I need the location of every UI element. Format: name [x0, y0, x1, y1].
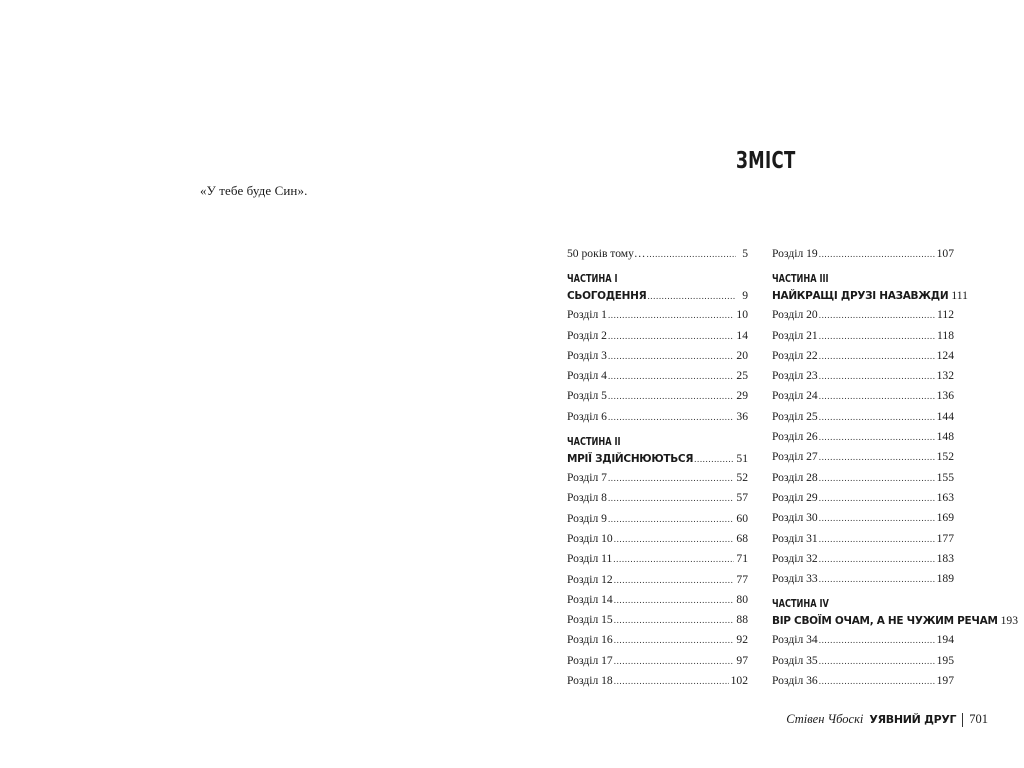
page-footer	[786, 712, 988, 727]
toc-page-number: 92	[736, 633, 748, 647]
toc-entry-name: Розділ 31	[772, 531, 818, 545]
toc-entry[interactable]	[772, 326, 954, 346]
toc-entry-name: Розділ 15	[567, 613, 613, 627]
toc-entry[interactable]	[567, 346, 748, 366]
toc-entry[interactable]	[567, 509, 748, 529]
toc-entry-name: Розділ 35	[772, 653, 818, 667]
footer-page-number: 701	[969, 712, 988, 726]
toc-leader-dots	[819, 305, 935, 325]
toc-entry-name: ВІР СВОЇМ ОЧАМ, А НЕ ЧУЖИМ РЕЧАМ	[772, 615, 998, 628]
toc-entry[interactable]	[772, 366, 954, 386]
toc-leader-dots	[819, 671, 935, 691]
toc-entry[interactable]	[772, 569, 954, 589]
toc-entry-name: Розділ 32	[772, 551, 818, 565]
toc-page-number: 124	[936, 348, 954, 362]
toc-leader-dots	[819, 651, 935, 671]
toc-right-column	[772, 244, 1018, 691]
toc-page-number: 57	[736, 491, 748, 505]
toc-entry-name: Розділ 17	[567, 653, 613, 667]
toc-leader-dots	[819, 244, 935, 264]
toc-page-number: 88	[736, 613, 748, 627]
toc-leader-dots	[694, 450, 734, 468]
toc-leader-dots	[608, 305, 734, 325]
toc-entry[interactable]	[772, 549, 954, 569]
toc-entry[interactable]	[567, 570, 748, 590]
toc-entry-name: Розділ 26	[772, 430, 818, 444]
toc-entry-name: Розділ 24	[772, 389, 818, 403]
toc-entry[interactable]	[567, 244, 748, 264]
toc-page-number: 80	[736, 592, 748, 606]
toc-page-number: 77	[736, 572, 748, 586]
toc-entry[interactable]	[567, 305, 748, 325]
toc-leader-dots	[608, 509, 734, 529]
toc-part-entry[interactable]	[772, 612, 1018, 630]
toc-leader-dots	[819, 508, 935, 528]
toc-entry-name: Розділ 19	[772, 247, 818, 260]
toc-entry[interactable]	[567, 630, 748, 650]
toc-entry[interactable]	[567, 651, 748, 671]
toc-leader-dots	[614, 610, 735, 630]
toc-entry[interactable]	[567, 366, 748, 386]
toc-page-number: 60	[736, 511, 748, 525]
toc-entry-name: Розділ 18	[567, 674, 613, 688]
footer-author: Стівен Чбоскі	[786, 712, 864, 726]
toc-entry-name: Розділ 23	[772, 369, 818, 383]
toc-entry-name: Розділ 30	[772, 511, 818, 525]
toc-entry[interactable]	[567, 529, 748, 549]
toc-page-number: 144	[936, 409, 954, 423]
toc-page-number: 163	[936, 490, 954, 504]
toc-entry-name: Розділ 5	[567, 389, 607, 403]
toc-leader-dots	[608, 468, 734, 488]
toc-leader-dots	[819, 407, 935, 427]
toc-entry-name: Розділ 4	[567, 369, 607, 383]
toc-entry[interactable]	[772, 244, 954, 264]
toc-part-label: ЧАСТИНА IV	[772, 598, 829, 611]
toc-leader-dots	[819, 386, 935, 406]
toc-leader-dots	[819, 346, 935, 366]
toc-leader-dots	[819, 488, 935, 508]
toc-part-label: ЧАСТИНА ІІ	[567, 436, 621, 449]
toc-page-number: 136	[936, 389, 954, 403]
toc-page-number: 132	[936, 369, 954, 383]
epigraph: «У тебе буде Син».	[200, 183, 308, 198]
toc-entry[interactable]	[772, 651, 954, 671]
toc-leader-dots	[608, 366, 734, 386]
toc-entry[interactable]	[772, 346, 954, 366]
toc-entry-name: Розділ 3	[567, 348, 607, 362]
toc-entry-name: Розділ 28	[772, 470, 818, 484]
toc-entry-name: Розділ 22	[772, 348, 818, 362]
toc-part-entry[interactable]	[567, 450, 748, 468]
toc-entry[interactable]	[772, 630, 954, 650]
toc-entry[interactable]	[772, 447, 954, 467]
toc-leader-dots	[614, 590, 735, 610]
toc-page-number: 148	[936, 430, 954, 444]
toc-page-number: 20	[736, 348, 748, 362]
toc-page-number: 118	[937, 328, 954, 342]
toc-entry-name: НАЙКРАЩІ ДРУЗІ НАЗАВЖДИ	[772, 290, 949, 303]
toc-leader-dots	[608, 386, 734, 406]
toc-part-label: ЧАСТИНА І	[567, 273, 618, 286]
toc-leader-dots	[819, 468, 935, 488]
toc-leader-dots	[819, 529, 935, 549]
toc-entry-name: Розділ 12	[567, 572, 613, 586]
footer-separator	[962, 713, 963, 727]
toc-part-entry[interactable]	[772, 287, 968, 305]
toc-page-number: 193	[1000, 614, 1018, 628]
toc-entry-name: Розділ 25	[772, 409, 818, 423]
toc-entry-name: Розділ 16	[567, 633, 613, 647]
toc-entry-name: 50 років тому…	[567, 247, 646, 260]
toc-entry[interactable]	[567, 610, 748, 630]
toc-entry-name: СЬОГОДЕННЯ	[567, 290, 647, 303]
toc-page-number: 169	[936, 511, 954, 525]
toc-entry-name: Розділ 8	[567, 491, 607, 505]
toc-entry-name: Розділ 36	[772, 674, 818, 688]
toc-page-number: 14	[736, 328, 748, 342]
toc-page-number: 197	[936, 674, 954, 688]
toc-leader-dots	[614, 570, 735, 590]
toc-leader-dots	[647, 244, 736, 264]
toc-leader-dots	[614, 529, 735, 549]
toc-leader-dots	[819, 569, 935, 589]
toc-entry-name: Розділ 21	[772, 328, 818, 342]
toc-entry[interactable]	[567, 326, 748, 346]
toc-page-number: 51	[736, 452, 748, 466]
toc-entry[interactable]	[772, 529, 954, 549]
toc-page-number: 189	[936, 572, 954, 586]
toc-entry-name: Розділ 11	[567, 552, 613, 566]
toc-entry[interactable]	[772, 407, 954, 427]
toc-page-number: 97	[736, 653, 748, 667]
toc-leader-dots	[647, 287, 736, 305]
toc-entry[interactable]	[567, 549, 748, 569]
toc-entry[interactable]	[772, 508, 954, 528]
toc-page-number: 68	[736, 531, 748, 545]
toc-entry-name: Розділ 1	[567, 308, 607, 322]
toc-leader-dots	[608, 326, 734, 346]
footer-book-title: УЯВНИЙ ДРУГ	[869, 713, 957, 726]
toc-entry[interactable]	[772, 488, 954, 508]
toc-entry[interactable]	[567, 671, 748, 691]
toc-entry-name: Розділ 2	[567, 328, 607, 342]
toc-entry-name: Розділ 14	[567, 592, 613, 606]
toc-leader-dots	[613, 549, 734, 569]
toc-page-number: 29	[736, 389, 748, 403]
toc-entry[interactable]	[772, 427, 954, 447]
toc-page-number: 71	[736, 552, 748, 566]
toc-page-number: 183	[936, 551, 954, 565]
toc-entry-name: Розділ 27	[772, 450, 818, 464]
toc-page-number: 9	[742, 289, 748, 303]
toc-entry[interactable]	[772, 386, 954, 406]
toc-entry[interactable]	[772, 468, 954, 488]
toc-entry[interactable]	[772, 671, 954, 691]
toc-leader-dots	[819, 427, 935, 447]
toc-leader-dots	[608, 346, 734, 366]
toc-page-number: 5	[742, 247, 748, 260]
toc-page-number: 152	[936, 450, 954, 464]
toc-page-number: 25	[736, 369, 748, 383]
toc-entry[interactable]	[567, 407, 748, 427]
toc-left-column	[567, 244, 748, 691]
toc-leader-dots	[608, 488, 734, 508]
toc-entry[interactable]	[772, 305, 954, 325]
toc-entry[interactable]	[567, 590, 748, 610]
toc-page-number: 194	[936, 633, 954, 647]
toc-leader-dots	[819, 549, 935, 569]
toc-page-number: 36	[736, 409, 748, 423]
toc-page-number: 10	[736, 308, 748, 322]
toc-entry-name: Розділ 33	[772, 572, 818, 586]
toc-leader-dots	[614, 671, 729, 691]
toc-entry-name: Розділ 29	[772, 490, 818, 504]
toc-entry-name: МРІЇ ЗДІЙСНЮЮТЬСЯ	[567, 453, 694, 466]
toc-entry-name: Розділ 20	[772, 308, 818, 322]
toc-entry-name: Розділ 10	[567, 531, 613, 545]
toc-entry-name: Розділ 6	[567, 409, 607, 423]
toc-entry[interactable]	[567, 386, 748, 406]
toc-entry-name: Розділ 7	[567, 471, 607, 485]
toc-leader-dots	[614, 651, 735, 671]
toc-leader-dots	[819, 447, 935, 467]
toc-page-number: 155	[936, 470, 954, 484]
toc-leader-dots	[608, 407, 734, 427]
toc-page-number: 107	[936, 247, 954, 260]
toc-page-number: 177	[936, 531, 954, 545]
toc-title: ЗМІСТ	[736, 148, 796, 174]
toc-leader-dots	[819, 366, 935, 386]
toc-page-number: 195	[936, 653, 954, 667]
toc-leader-dots	[614, 630, 735, 650]
toc-entry[interactable]	[567, 488, 748, 508]
toc-part-entry[interactable]	[567, 287, 748, 305]
toc-page-number: 102	[730, 674, 748, 688]
toc-entry-name: Розділ 34	[772, 633, 818, 647]
toc-page-number: 52	[736, 471, 748, 485]
toc-page-number: 112	[937, 308, 954, 322]
toc-part-label: ЧАСТИНА ІІІ	[772, 273, 829, 286]
toc-entry-name: Розділ 9	[567, 511, 607, 525]
toc-page-number: 111	[951, 289, 968, 303]
toc-leader-dots	[819, 630, 935, 650]
toc-entry[interactable]	[567, 468, 748, 488]
toc-leader-dots	[819, 326, 935, 346]
